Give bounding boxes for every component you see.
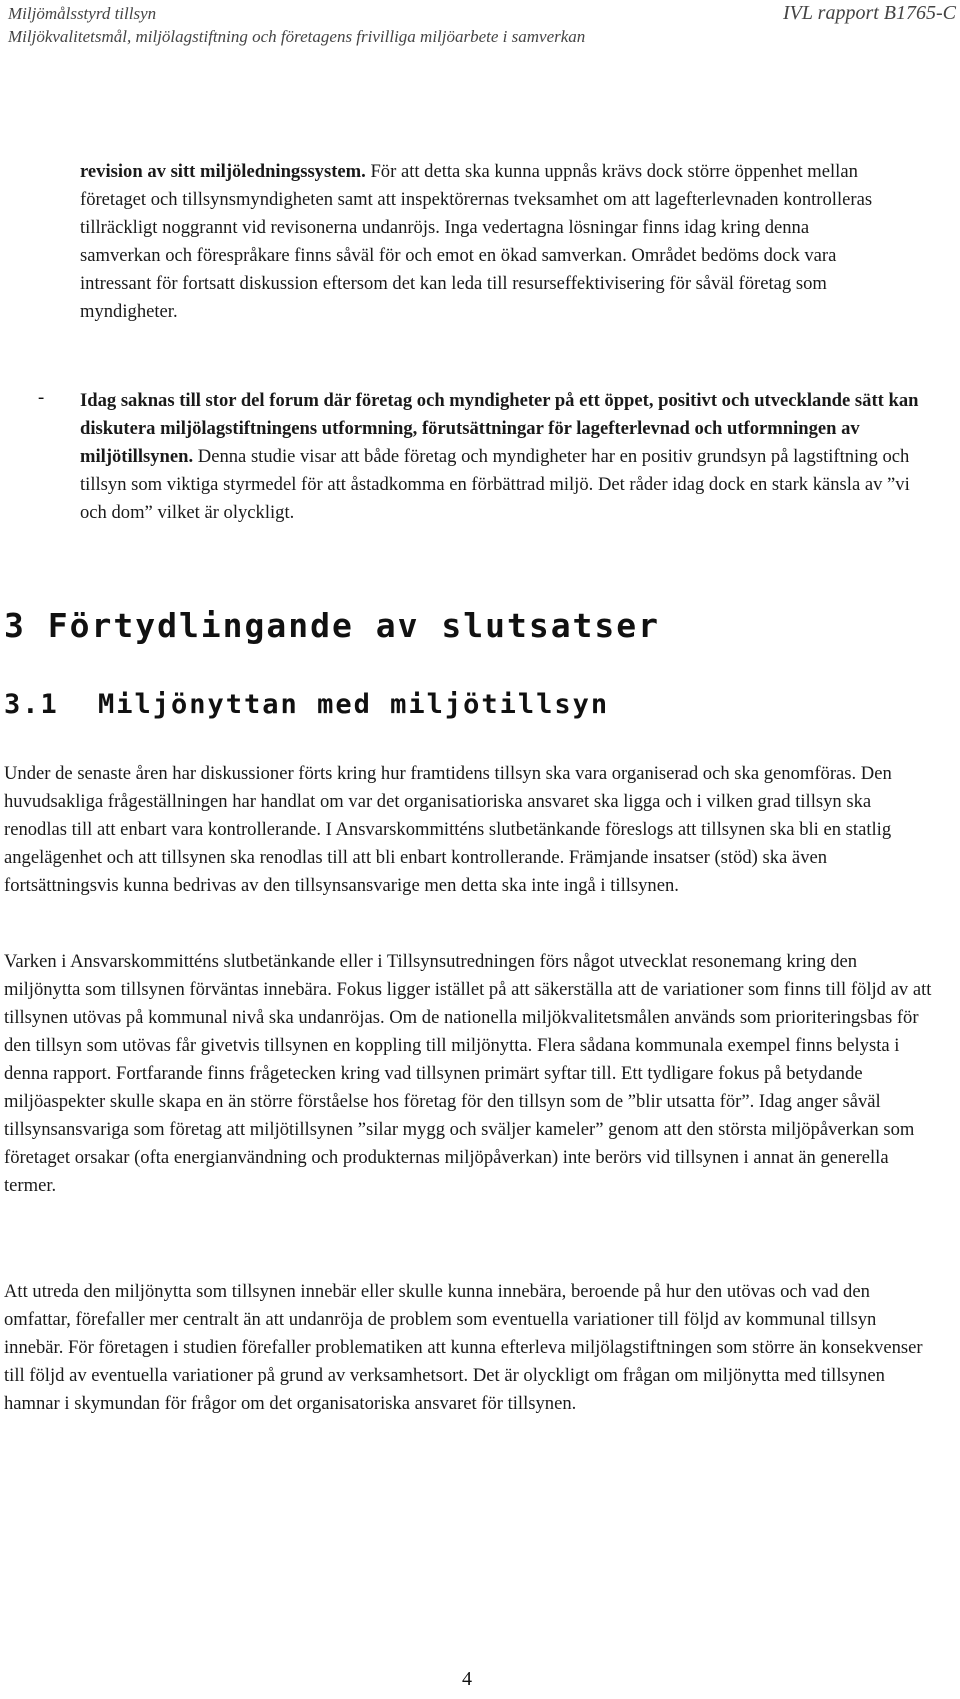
body-paragraph-2: Varken i Ansvarskommitténs slutbetänkande eller i Tillsynsutredningen förs något utvecklat resonemang kring den miljönytta som tillsynen förväntas innebära. Fokus ligger istället på att säkerställa att de variationer som finns till följd av att tillsynen utövas på kommunal nivå ska undanröjas. Om de nationella miljökvalitetsmålen används som prioriteringsbas för den tillsyn som utövas får givetvis tillsynen en koppling till miljönytta. Flera sådana kommunala exempel finns belysta i denna rapport. Fortfarande finns frågetecken kring vad tillsynen primärt syftar till. Ett tydligare fokus på betydande miljöaspekter skulle skapa en än större förståelse hos företag för den tillsyn som de ”blir utsatta för”. Idag anger såväl tillsynsansvariga som företag att miljötillsynen ”silar mygg och sväljer kameler” genom att den största miljöpåverkan som företaget orsakar (ofta energianvändning och produkternas miljöpåverkan) inte berörs vid tillsynen i annat än generella termer.: [4, 951, 932, 1196]
section-heading: 3 Förtydlingande av slutsatser: [4, 606, 661, 645]
intro-text: För att detta ska kunna uppnås krävs dock större öppenhet mellan företaget och tillsynsmyndigheten samt att inspektörernas tveksamhet om att lagefterlevnaden kontrolleras tillräckligt noggrannt vid revisonerna undanröjs. Inga vedertagna lösningar finns idag kring denna samverkan och förespråkare finns såväl för och emot en ökad samverkan. Området bedöms dock vara intressant för fortsatt diskussion eftersom det kan leda till resurseffektivisering för såväl företag som myndigheter.: [80, 161, 873, 322]
header-title: Miljömålsstyrd tillsyn: [8, 4, 157, 23]
header-report-id: IVL rapport B1765-C: [783, 2, 956, 24]
subsection-title: Miljönyttan med miljötillsyn: [98, 689, 610, 720]
header-subtitle: Miljökvalitetsmål, miljölagstiftning och företagens frivilliga miljöarbete i samverkan: [8, 27, 586, 46]
body-paragraph-3: Att utreda den miljönytta som tillsynen innebär eller skulle kunna innebära, beroende på hur den utövas och vad den omfattar, förefaller mer centralt än att undanröja de problem som eventuella variationer till följd av kommunal tillsyn innebär. För företagen i studien förefaller problematiken att kunna efterleva miljölagstiftningen som större än konsekvenser till följd av eventuella variationer på grund av verksamhetsort. Det är olyckligt om frågan om miljönytta med tillsynen hamnar i skymundan för frågor om det organisatoriska ansvaret för tillsynen.: [4, 1281, 923, 1414]
intro-paragraph: [80, 158, 880, 326]
intro-bold-lead: revision av sitt miljöledningssystem.: [80, 161, 366, 182]
page-number: 4: [462, 1668, 472, 1690]
subsection-heading: [4, 689, 609, 720]
bullet-marker: -: [38, 387, 45, 408]
running-header: [8, 2, 585, 48]
bullet-bold-lead: Idag saknas till stor del forum där företag och myndigheter på ett öppet, positivt och utvecklande sätt kan diskutera miljölagstiftningens utformning, förutsättningar för lagefterlevnad och utformningen av miljötillsynen.: [80, 390, 919, 467]
body-paragraph-1: Under de senaste åren har diskussioner förts kring hur framtidens tillsyn ska vara organiserad och ska genomföras. Den huvudsakliga frågeställningen har handlat om var det organisatioriska ansvaret ska ligga och i vilken grad tillsyn ska renodlas till att enbart vara kontrollerande. I Ansvarskommitténs slutbetänkande föreslogs att tillsynen ska bli en statlig angelägenhet och att tillsynen ska renodlas till att bli enbart kontrollerande. Främjande insatser (stöd) ska även fortsättningsvis kunna bedrivas av den tillsynsansvarige men detta ska inte ingå i tillsynen.: [4, 763, 892, 896]
bullet-paragraph: [80, 387, 940, 527]
subsection-number: 3.1: [4, 689, 59, 720]
bullet-text: Denna studie visar att både företag och myndigheter har en positiv grundsyn på lagstiftning och tillsyn som viktiga styrmedel för att åstadkomma en förbättrad miljö. Det råder idag dock en stark känsla av ”vi och dom” vilket är olyckligt.: [80, 446, 910, 523]
